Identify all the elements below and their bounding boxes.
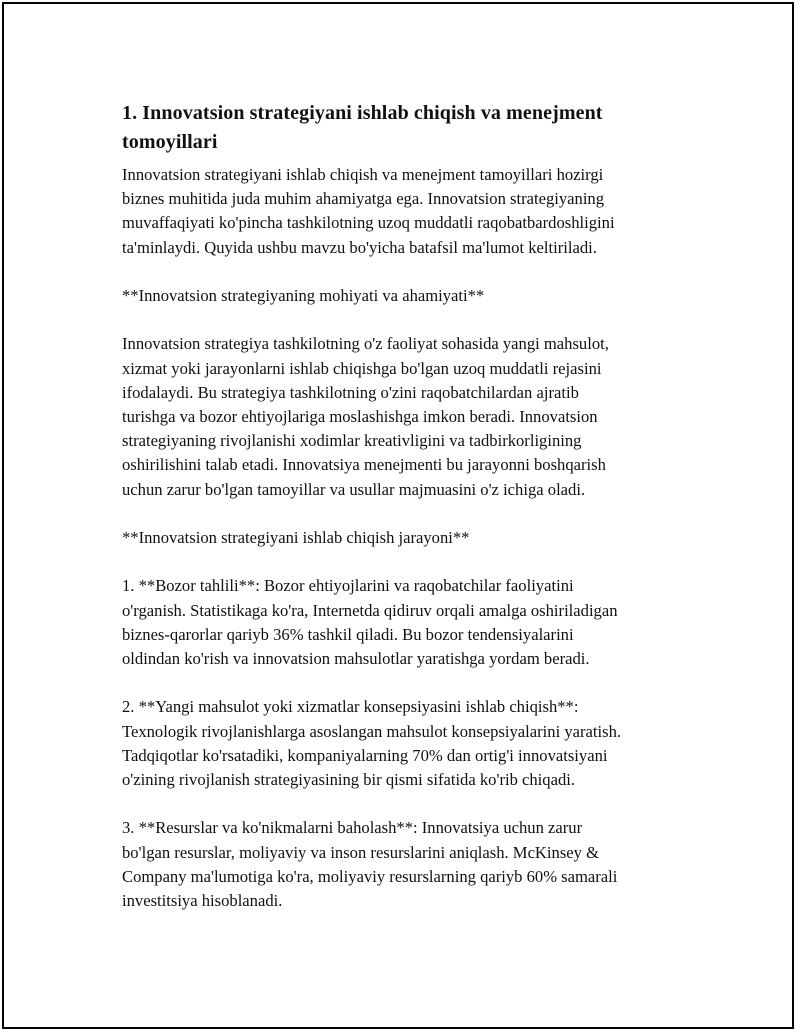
paragraph-line: bo'lgan resurslar, moliyaviy va inson resurslarini aniqlash. McKinsey & xyxy=(122,842,599,862)
paragraph-line: biznes muhitida juda muhim ahamiyatga ega. Innovatsion strategiyaning xyxy=(122,189,605,209)
paragraph-line: o'rganish. Statistikaga ko'ra, Internetda qidiruv orqali amalga oshiriladigan xyxy=(122,600,618,620)
paragraph-line: uchun zarur bo'lgan tamoyillar va usullar majmuasini o'z ichiga oladi. xyxy=(122,479,586,499)
paragraph-line: Texnologik rivojlanishlarga asoslangan mahsulot konsepsiyalarini yaratish. xyxy=(122,721,622,741)
paragraph-line: investitsiya hisoblanadi. xyxy=(122,891,283,910)
essence-paragraph xyxy=(122,332,692,501)
section-heading-essence xyxy=(122,284,692,308)
step-2-paragraph xyxy=(122,695,692,792)
paragraph-line: ta'minlaydi. Quyida ushbu mavzu bo'yicha batafsil ma'lumot keltiriladi. xyxy=(122,237,597,257)
paragraph-line: muvaffaqiyati ko'pincha tashkilotning uzoq muddatli raqobatbardoshligini xyxy=(122,213,615,233)
paragraph-line: **Innovatsion strategiyaning mohiyati va ahamiyati** xyxy=(122,286,485,305)
paragraph-line: 3. **Resurslar va ko'nikmalarni baholash**: Innovatsiya uchun zarur xyxy=(122,818,583,838)
paragraph-line: 2. **Yangi mahsulot yoki xizmatlar konsepsiyasini ishlab chiqish**: xyxy=(122,697,579,717)
document-heading xyxy=(122,99,692,157)
paragraph-line: ifodalaydi. Bu strategiya tashkilotning o'zini raqobatchilardan ajratib xyxy=(122,382,579,402)
paragraph-line: o'zining rivojlanish strategiyasining bir qismi sifatida ko'rib chiqadi. xyxy=(122,770,576,789)
paragraph-line: strategiyaning rivojlanishi xodimlar kreativligini va tadbirkorligining xyxy=(122,431,582,451)
paragraph-line: Innovatsion strategiyani ishlab chiqish va menejment tamoyillari hozirgi xyxy=(122,165,604,184)
page-frame xyxy=(2,2,794,1029)
paragraph-line: **Innovatsion strategiyani ishlab chiqish jarayoni** xyxy=(122,528,470,547)
paragraph-line: Company ma'lumotiga ko'ra, moliyaviy resurslarning qariyb 60% samarali xyxy=(122,866,618,886)
step-3-paragraph xyxy=(122,816,692,913)
paragraph-line: turishga va bozor ehtiyojlariga moslashishga imkon beradi. Innovatsion xyxy=(122,407,598,426)
heading-line: tomoyillari xyxy=(122,131,218,153)
paragraph-line: Innovatsion strategiya tashkilotning o'z faoliyat sohasida yangi mahsulot, xyxy=(122,334,609,354)
paragraph-line: oshirilishini talab etadi. Innovatsiya menejmenti bu jarayonni boshqarish xyxy=(122,455,606,475)
paragraph-line: oldindan ko'rish va innovatsion mahsulotlar yaratishga yordam beradi. xyxy=(122,649,590,668)
paragraph-line: 1. **Bozor tahlili**: Bozor ehtiyojlarini va raqobatchilar faoliyatini xyxy=(122,576,574,596)
paragraph-line: biznes-qarorlar qariyb 36% tashkil qiladi. Bu bozor tendensiyalarini xyxy=(122,624,574,644)
paragraph-line: xizmat yoki jarayonlarni ishlab chiqishga bo'lgan uzoq muddatli rejasini xyxy=(122,358,602,378)
heading-line: 1. Innovatsion strategiyani ishlab chiqish va menejment xyxy=(122,102,603,124)
document-body xyxy=(122,99,692,937)
intro-paragraph xyxy=(122,163,692,260)
step-1-paragraph xyxy=(122,574,692,671)
section-heading-process xyxy=(122,526,692,550)
paragraph-line: Tadqiqotlar ko'rsatadiki, kompaniyalarning 70% dan ortig'i innovatsiyani xyxy=(122,745,608,765)
